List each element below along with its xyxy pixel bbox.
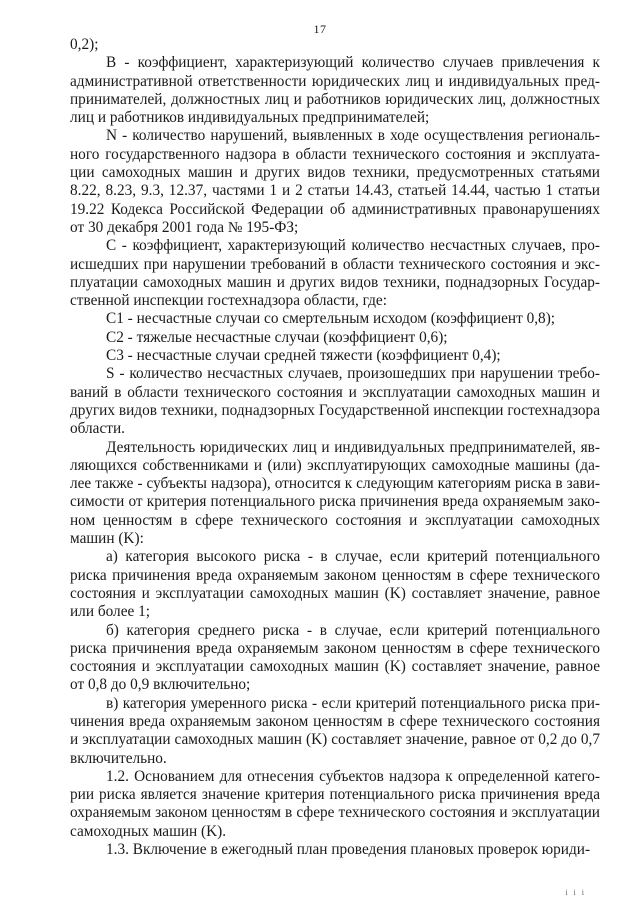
paragraph-moderate-risk: в) категория умеренного риска - если критерий потенциального риска причинения вреда охраняемым законом ценностям в сфере технического состояния и эксплуатации самоходных машин (K) составляет значение, равное от 0,2 до 0,7 включительно.	[70, 694, 600, 767]
paragraph-coefficient-n: N - количество нарушений, выявленных в ходе осуществления регионального государственного надзора в области технического состояния и эксплуатации самоходных машин и других видов техники, предусмотренных статьями 8.22, 8.23, 9.3, 12.37, частями 1 и 2 статьи 14.43, статьей 14.44, частью 1 статьи 19.22 Кодекса Российской Федерации об административных правонарушениях от 30 декабря 2001 года № 195-ФЗ;	[70, 127, 600, 236]
paragraph-continuation: 0,2);	[70, 36, 99, 53]
paragraph-high-risk: а) категория высокого риска - в случае, если критерий потенциального риска причинения вреда охраняемым законом ценностям в сфере технического состояния и эксплуатации самоходных машин (K) составляет значение, равное или более 1;	[70, 548, 600, 621]
page-number: 17	[313, 22, 327, 36]
paragraph-section-1-2: 1.2. Основанием для отнесения субъектов надзора к определенной категории риска является значение критерия потенциального риска причинения вреда охраняемым законом ценностям в сфере технического состояния и эксплуатации самоходных машин (K).	[70, 767, 600, 840]
corner-mark: і і і	[565, 888, 586, 897]
paragraph-medium-risk: б) категория среднего риска - в случае, если критерий потенциального риска причинения вреда охраняемым законом ценностям в сфере технического состояния и эксплуатации самоходных машин (K) составляет значение, равное от 0,8 до 0,9 включительно;	[70, 621, 600, 694]
paragraph-coefficient-b: B - коэффициент, характеризующий количество случаев привлечения к административной ответственности юридических лиц и индивидуальных предпринимателей, должностных лиц и работников юридических лиц, должностных лиц и работников индивидуальных предпринимателей;	[70, 54, 600, 127]
paragraph-c3: C3 - несчастные случаи средней тяжести (коэффициент 0,4);	[106, 347, 501, 365]
paragraph-section-1-3: 1.3. Включение в ежегодный план проведения плановых проверок юриди-	[106, 841, 591, 859]
paragraph-coefficient-s: S - количество несчастных случаев, произошедших при нарушении требований в области технического состояния и эксплуатации самоходных машин и других видов техники, поднадзорных Государственной инспекции гостехнадзора области.	[70, 365, 600, 438]
paragraph-c1: C1 - несчастные случаи со смертельным исходом (коэффициент 0,8);	[106, 310, 556, 328]
paragraph-c2: C2 - тяжелые несчастные случаи (коэффициент 0,6);	[106, 328, 448, 346]
document-body	[70, 36, 600, 859]
paragraph-risk-categories: Деятельность юридических лиц и индивидуальных предпринимателей, являющихся собственниками и (или) эксплуатирующих самоходные машины (далее также - субъекты надзора), относится к следующим категориям риска в зависимости от критерия потенциального риска причинения вреда охраняемым законом ценностям в сфере технического состояния и эксплуатации самоходных машин (K):	[70, 438, 600, 548]
paragraph-coefficient-c: C - коэффициент, характеризующий количество несчастных случаев, происшедших при нарушении требований в области технического состояния и эксплуатации самоходных машин и других видов техники, поднадзорных Государственной инспекции гостехнадзора области, где:	[70, 237, 600, 310]
